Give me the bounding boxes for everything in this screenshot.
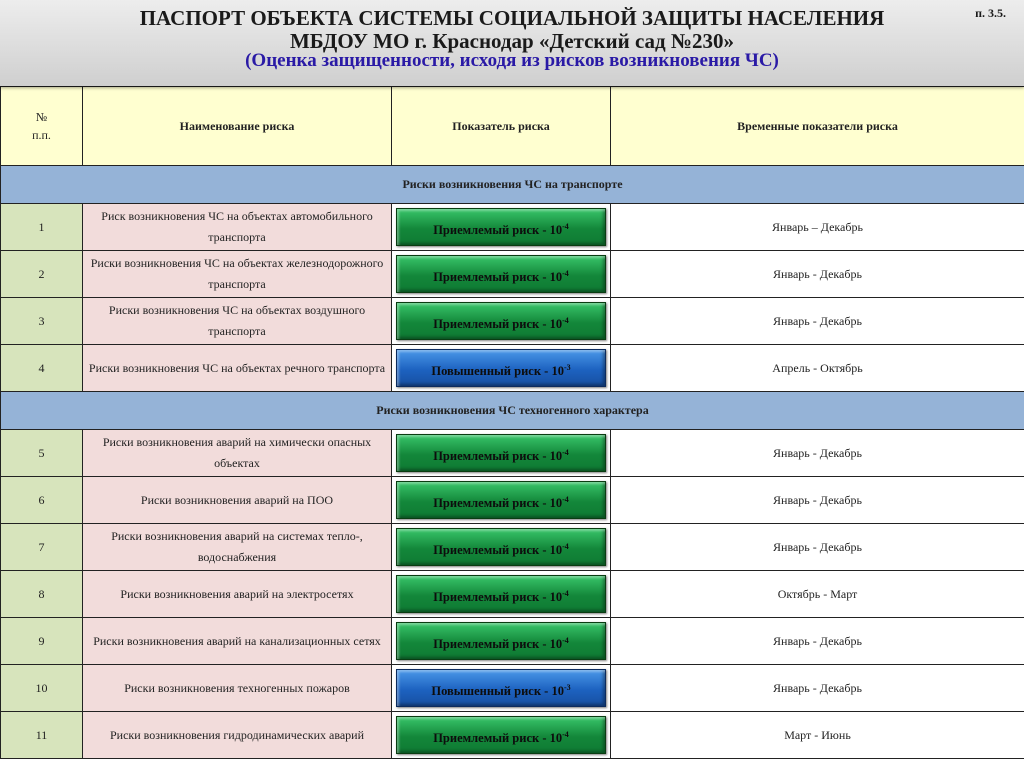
risk-level-badge <box>396 575 606 613</box>
table-row <box>1 712 1024 759</box>
risk-level-cell <box>392 477 611 524</box>
risk-level-exponent: -4 <box>562 495 569 504</box>
table-row <box>1 251 1024 298</box>
table-row <box>1 298 1024 345</box>
risk-name: Риски возникновения техногенных пожаров <box>83 665 392 712</box>
table-row <box>1 430 1024 477</box>
row-number: 1 <box>1 204 83 251</box>
column-header-name: Наименование риска <box>83 87 392 166</box>
risk-period: Январь - Декабрь <box>611 524 1024 571</box>
risk-name: Риски возникновения ЧС на объектах речного транспорта <box>83 345 392 392</box>
risk-level-cell <box>392 524 611 571</box>
page-reference: п. 3.5. <box>975 6 1006 20</box>
risk-level-exponent: -4 <box>562 316 569 325</box>
risk-level-exponent: -4 <box>562 222 569 231</box>
risk-level-text: Приемлемый риск - 10 <box>433 223 563 238</box>
risk-name: Риски возникновения ЧС на объектах воздушного транспорта <box>83 298 392 345</box>
risk-level-text: Приемлемый риск - 10 <box>433 449 563 464</box>
risk-level-text: Повышенный риск - 10 <box>431 364 564 379</box>
risk-level-cell <box>392 204 611 251</box>
risk-name: Риски возникновения аварий на электросетях <box>83 571 392 618</box>
column-header-number <box>1 87 83 166</box>
table-row <box>1 477 1024 524</box>
table-row <box>1 524 1024 571</box>
risk-level-text: Приемлемый риск - 10 <box>433 317 563 332</box>
risk-level-cell <box>392 430 611 477</box>
row-number: 4 <box>1 345 83 392</box>
page-subtitle: МБДОУ МО г. Краснодар «Детский сад №230» <box>289 29 735 53</box>
risk-level-badge <box>396 669 606 707</box>
risk-level-cell <box>392 712 611 759</box>
risk-period: Март - Июнь <box>611 712 1024 759</box>
table-row <box>1 618 1024 665</box>
page-caption: (Оценка защищенности, исходя из рисков возникновения ЧС) <box>245 50 779 71</box>
risk-level-badge <box>396 208 606 246</box>
risk-level-badge <box>396 528 606 566</box>
risk-level-text: Приемлемый риск - 10 <box>433 590 563 605</box>
table-row <box>1 571 1024 618</box>
risk-level-badge <box>396 302 606 340</box>
risk-period: Январь - Декабрь <box>611 251 1024 298</box>
row-number: 3 <box>1 298 83 345</box>
risk-level-text: Приемлемый риск - 10 <box>433 270 563 285</box>
table-row <box>1 204 1024 251</box>
risk-period: Январь - Декабрь <box>611 430 1024 477</box>
risk-name: Риски возникновения аварий на химически опасных объектах <box>83 430 392 477</box>
risk-level-cell <box>392 665 611 712</box>
risk-level-text: Приемлемый риск - 10 <box>433 637 563 652</box>
risk-level-badge <box>396 622 606 660</box>
risk-period: Январь - Декабрь <box>611 618 1024 665</box>
table-row <box>1 665 1024 712</box>
row-number: 5 <box>1 430 83 477</box>
row-number: 6 <box>1 477 83 524</box>
row-number: 9 <box>1 618 83 665</box>
risk-level-exponent: -4 <box>562 448 569 457</box>
risk-level-cell <box>392 345 611 392</box>
row-number: 2 <box>1 251 83 298</box>
risk-table <box>0 86 1024 759</box>
risk-level-badge <box>396 716 606 754</box>
risk-period: Апрель - Октябрь <box>611 345 1024 392</box>
risk-level-exponent: -4 <box>562 542 569 551</box>
risk-level-text: Приемлемый риск - 10 <box>433 731 563 746</box>
section-title: Риски возникновения ЧС техногенного характера <box>1 392 1024 430</box>
row-number: 8 <box>1 571 83 618</box>
slide-header <box>0 0 1024 86</box>
section-row <box>1 392 1024 430</box>
risk-level-cell <box>392 571 611 618</box>
risk-level-badge <box>396 255 606 293</box>
risk-name: Риски возникновения аварий на системах тепло-, водоснабжения <box>83 524 392 571</box>
risk-name: Риск возникновения ЧС на объектах автомобильного транспорта <box>83 204 392 251</box>
risk-name: Риски возникновения ЧС на объектах железнодорожного транспорта <box>83 251 392 298</box>
section-row <box>1 166 1024 204</box>
row-number: 10 <box>1 665 83 712</box>
column-header-level: Показатель риска <box>392 87 611 166</box>
risk-level-text: Приемлемый риск - 10 <box>433 543 563 558</box>
risk-period: Январь - Декабрь <box>611 298 1024 345</box>
risk-period: Январь - Декабрь <box>611 477 1024 524</box>
risk-level-exponent: -4 <box>562 269 569 278</box>
risk-level-exponent: -4 <box>562 589 569 598</box>
risk-period: Январь – Декабрь <box>611 204 1024 251</box>
section-title: Риски возникновения ЧС на транспорте <box>1 166 1024 204</box>
risk-level-cell <box>392 298 611 345</box>
risk-level-badge <box>396 349 606 387</box>
risk-name: Риски возникновения аварий на ПОО <box>83 477 392 524</box>
risk-level-cell <box>392 251 611 298</box>
column-header-number-symbol: № <box>35 110 48 124</box>
risk-level-exponent: -3 <box>563 683 571 692</box>
risk-name: Риски возникновения гидродинамических аварий <box>83 712 392 759</box>
column-header-number-abbr: п.п. <box>32 128 51 142</box>
page-title: ПАСПОРТ ОБЪЕКТА СИСТЕМЫ СОЦИАЛЬНОЙ ЗАЩИТЫ НАСЕЛЕНИЯ <box>139 6 885 30</box>
risk-level-exponent: -3 <box>563 363 571 372</box>
table-header-row <box>1 87 1024 166</box>
risk-level-exponent: -4 <box>562 730 569 739</box>
risk-name: Риски возникновения аварий на канализационных сетях <box>83 618 392 665</box>
risk-level-cell <box>392 618 611 665</box>
row-number: 11 <box>1 712 83 759</box>
risk-level-badge <box>396 434 606 472</box>
risk-period: Октябрь - Март <box>611 571 1024 618</box>
risk-level-text: Повышенный риск - 10 <box>431 684 564 699</box>
risk-level-exponent: -4 <box>562 636 569 645</box>
row-number: 7 <box>1 524 83 571</box>
table-row <box>1 345 1024 392</box>
risk-level-text: Приемлемый риск - 10 <box>433 496 563 511</box>
risk-level-badge <box>396 481 606 519</box>
risk-period: Январь - Декабрь <box>611 665 1024 712</box>
column-header-period: Временные показатели риска <box>611 87 1024 166</box>
